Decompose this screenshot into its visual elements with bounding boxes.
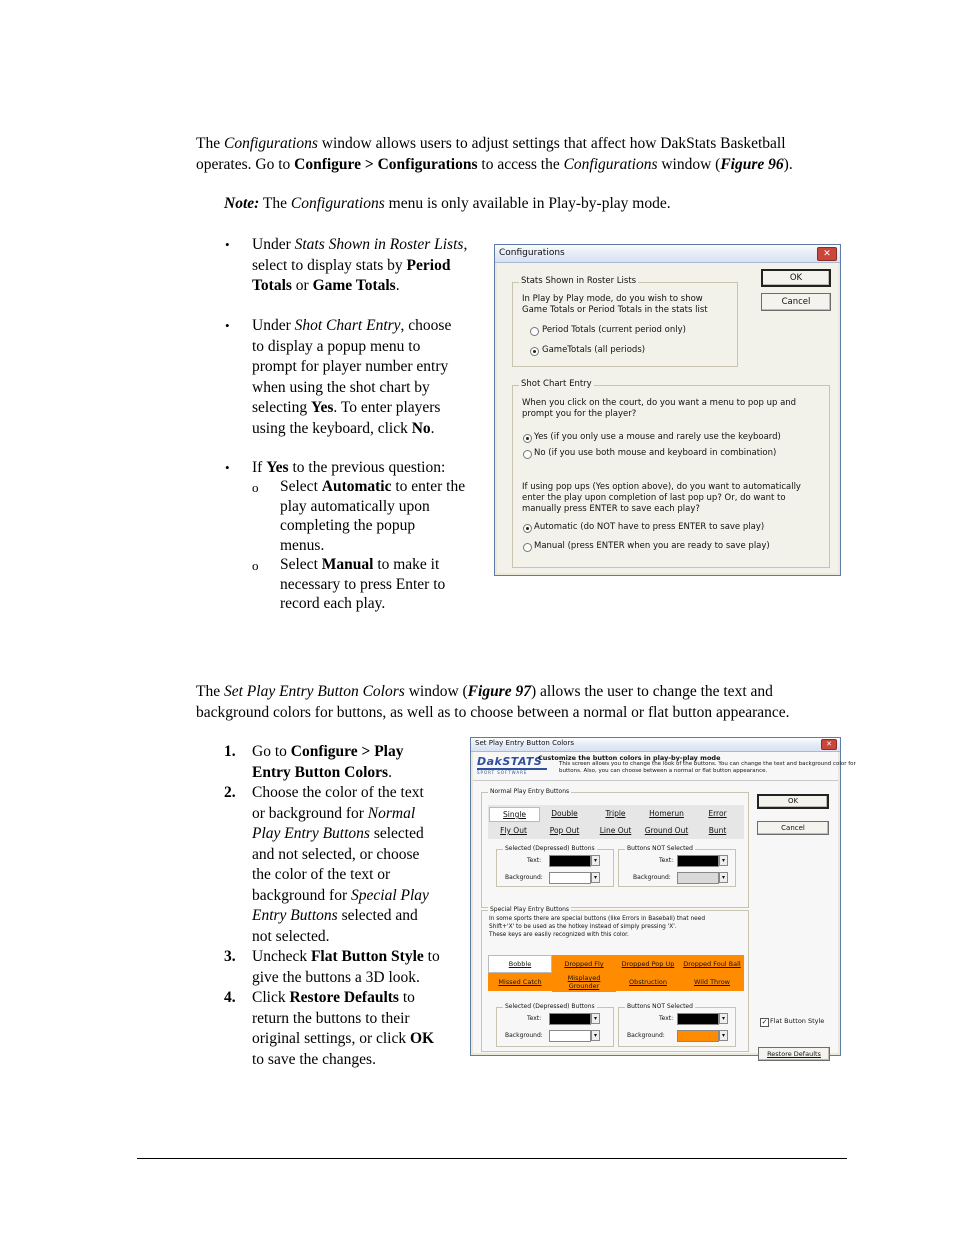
game-totals-label: GameTotals (all periods) [542, 345, 646, 355]
configurations-dialog [494, 244, 841, 576]
sub-bullet-manual: Select Manual to make it necessary to press Enter to record each play. [280, 556, 446, 612]
special-play-button[interactable]: Obstruction [616, 973, 680, 991]
dialog-body [473, 752, 856, 1058]
bullet-shot-chart: Under Shot Chart Entry, choose to display a popup menu to prompt for player number entry when using the shot chart by selecting Yes. To enter players using the keyboard, click No. [252, 317, 452, 437]
group-question: Game Totals or Period Totals in the stats list [522, 305, 708, 315]
sub-bullet-automatic: Select Automatic to enter the play automatically upon completing the popup menus. [280, 478, 466, 554]
step-4: Click Restore Defaults to return the buttons to their original settings, or click OK to save the changes. [252, 989, 435, 1068]
shot-chart-yes-radio[interactable] [523, 434, 532, 443]
header-title: Customize the button colors in play-by-play mode [538, 754, 721, 762]
normal-play-button[interactable]: Double [551, 809, 578, 818]
title-bar [495, 245, 840, 263]
sub-bullet-marker: o [252, 480, 259, 495]
flat-button-style-checkbox[interactable]: ✓ [761, 1018, 768, 1026]
shot-chart-entry-group: Shot Chart Entry When you click on the court, do you want a menu to pop up and prompt you for the player? Yes (if you only use a mouse and rarely use the keyboard) No (if you use both mouse and keyboard in combination) If using pop ups (Yes option above), do you want to automatically enter the play upon completion of last pop up? Or, do want to manually press ENTER to save each play? Automatic (do NOT have to press ENTER to save play) Manual (press ENTER when you are ready to save play) [512, 385, 830, 568]
normal-selected-group: Selected (Depressed) Buttons Text: ▾ Background: ▾ [496, 849, 614, 887]
intro-paragraph: The Configurations window allows users to adjust settings that affect how DakStats Basketball operates. Go to Configure > Configurations to access the Configurations window (Figure 96). [196, 135, 793, 173]
text-color-swatch[interactable] [677, 855, 719, 867]
stats-shown-group: Stats Shown in Roster Lists In Play by Play mode, do you wish to show Game Totals or Period Totals in the stats list Period Totals (current period only) GameTotals (all periods) [512, 282, 738, 367]
title-bar [471, 738, 840, 752]
step-2: Choose the color of the text or background for Normal Play Entry Buttons selected and not selected, or choose the color of the text or background for Special Play Entry Buttons selected and not selected. [252, 784, 429, 945]
bullet-stats-shown: Under Stats Shown in Roster Lists, select to display stats by Period Totals or Game Totals. [252, 236, 468, 294]
normal-play-button[interactable]: Error [708, 809, 727, 818]
special-selected-group: Selected (Depressed) Buttons Text: ▾ Background: ▾ [496, 1007, 614, 1047]
bullet-dot: • [225, 460, 230, 475]
chevron-down-icon[interactable]: ▾ [719, 1030, 728, 1041]
set-play-colors-paragraph: The Set Play Entry Button Colors window (Figure 97) allows the user to change the text and background colors for buttons, as well as to choose between a normal or flat button appearance. [196, 683, 790, 721]
normal-play-button[interactable]: Single [489, 807, 540, 822]
ok-button[interactable]: OK [757, 794, 829, 809]
group-question: enter the play upon completion of last pop up? Or, do want to [522, 493, 786, 503]
bullet-if-yes: If Yes to the previous question: [252, 459, 446, 476]
normal-play-entry-group: Normal Play Entry Buttons Single Double Triple Homerun Error Fly Out Pop Out Line Out Ground Out Bunt Selected (Depressed) Buttons Text: ▾ Background: ▾ Buttons NOT Selected Text: ▾ Background: ▾ [481, 792, 749, 908]
chevron-down-icon[interactable]: ▾ [591, 1030, 600, 1041]
dialog-body [497, 263, 838, 573]
bullet-dot: • [225, 318, 230, 333]
manual-radio[interactable] [523, 543, 532, 552]
background-color-swatch[interactable] [549, 1030, 591, 1042]
manual-label: Manual (press ENTER when you are ready to save play) [534, 541, 770, 551]
special-play-button[interactable]: Missed Catch [488, 973, 552, 991]
background-color-swatch[interactable] [677, 872, 719, 884]
ok-button[interactable]: OK [761, 269, 831, 287]
special-play-button[interactable]: Bobble [488, 955, 552, 973]
text-color-swatch[interactable] [677, 1013, 719, 1025]
normal-buttons-panel [488, 805, 744, 839]
bullet-dot: • [225, 237, 230, 252]
cancel-button[interactable]: Cancel [761, 293, 831, 311]
period-totals-radio[interactable] [530, 327, 539, 336]
normal-play-button[interactable]: Ground Out [644, 826, 689, 835]
normal-play-button[interactable]: Fly Out [500, 826, 527, 835]
step-number: 2. [224, 784, 236, 801]
chevron-down-icon[interactable]: ▾ [719, 872, 728, 883]
dialog-title: Configurations [499, 248, 565, 258]
special-play-button[interactable]: Dropped Pop Up [616, 955, 680, 973]
chevron-down-icon[interactable]: ▾ [719, 1013, 728, 1024]
normal-play-button[interactable]: Triple [605, 809, 626, 818]
chevron-down-icon[interactable]: ▾ [591, 872, 600, 883]
header-description: buttons. Also, you can choose between a normal or flat button appearance. [559, 768, 768, 774]
special-not-selected-group: Buttons NOT Selected Text: ▾ Background: ▾ [618, 1007, 736, 1047]
normal-play-button[interactable]: Line Out [599, 826, 632, 835]
special-play-button[interactable]: Dropped Foul Ball [680, 955, 744, 973]
group-question: In Play by Play mode, do you wish to show [522, 294, 703, 304]
normal-play-button[interactable]: Homerun [649, 809, 684, 818]
cancel-button[interactable]: Cancel [757, 821, 829, 835]
chevron-down-icon[interactable]: ▾ [591, 855, 600, 866]
text-color-swatch[interactable] [549, 1013, 591, 1025]
group-question: prompt you for the player? [522, 409, 637, 419]
normal-play-button[interactable]: Pop Out [549, 826, 580, 835]
step-1: Go to Configure > Play Entry Button Colors. [252, 743, 404, 781]
chevron-down-icon[interactable]: ▾ [591, 1013, 600, 1024]
automatic-label: Automatic (do NOT have to press ENTER to save play) [534, 522, 765, 532]
daksports-logo: DakSTATS SPORT SOFTWARE [477, 755, 547, 777]
footer-rule [137, 1158, 847, 1159]
shot-chart-no-label: No (if you use both mouse and keyboard in combination) [534, 448, 777, 458]
header-description: This screen allows you to change the look of the buttons. You can change the text and background color for [559, 761, 856, 767]
close-icon[interactable]: ✕ [817, 247, 837, 261]
background-color-swatch[interactable] [549, 872, 591, 884]
period-totals-label: Period Totals (current period only) [542, 325, 686, 335]
close-icon[interactable]: ✕ [821, 739, 837, 750]
special-play-button[interactable]: Misplayed Grounder [552, 973, 616, 992]
flat-button-style-label: Flat Button Style [770, 1017, 825, 1025]
special-play-button[interactable]: Dropped Fly [552, 955, 616, 973]
special-buttons-panel [488, 955, 744, 991]
sub-bullet-marker: o [252, 558, 259, 573]
background-color-swatch[interactable] [677, 1030, 719, 1042]
shot-chart-yes-label: Yes (if you only use a mouse and rarely use the keyboard) [534, 432, 781, 442]
step-number: 4. [224, 989, 236, 1006]
special-play-button[interactable]: Wild Throw [680, 973, 744, 991]
group-question: When you click on the court, do you want a menu to pop up and [522, 398, 797, 408]
step-number: 3. [224, 948, 236, 965]
automatic-radio[interactable] [523, 524, 532, 533]
special-play-entry-group: Special Play Entry Buttons In some sports there are special buttons (like Errors in Baseball) that need Shift+'X' to be used as the hotkey instead of simply pressing 'X'. These keys are easily recognized with this color. Bobble Dropped Fly Dropped Pop Up Dropped Foul Ball Missed Catch Misplayed Grounder Obstruction Wild Throw Selected (Depressed) Buttons Text: ▾ Background: ▾ Buttons NOT Selected Text: ▾ Background: ▾ [481, 910, 749, 1052]
normal-play-button[interactable]: Bunt [708, 826, 727, 835]
shot-chart-no-radio[interactable] [523, 450, 532, 459]
restore-defaults-button[interactable]: Restore Defaults [758, 1047, 830, 1061]
chevron-down-icon[interactable]: ▾ [719, 855, 728, 866]
text-color-swatch[interactable] [549, 855, 591, 867]
dialog-title: Set Play Entry Button Colors [475, 739, 574, 747]
step-3: Uncheck Flat Button Style to give the buttons a 3D look. [252, 948, 440, 986]
button-colors-dialog [470, 737, 856, 1058]
group-question: manually press ENTER to save each play? [522, 504, 700, 514]
group-question: If using pop ups (Yes option above), do you want to automatically [522, 482, 801, 492]
game-totals-radio[interactable] [530, 347, 539, 356]
note-paragraph: Note: The Configurations menu is only available in Play-by-play mode. [224, 195, 671, 212]
step-number: 1. [224, 743, 236, 760]
normal-not-selected-group: Buttons NOT Selected Text: ▾ Background: ▾ [618, 849, 736, 887]
